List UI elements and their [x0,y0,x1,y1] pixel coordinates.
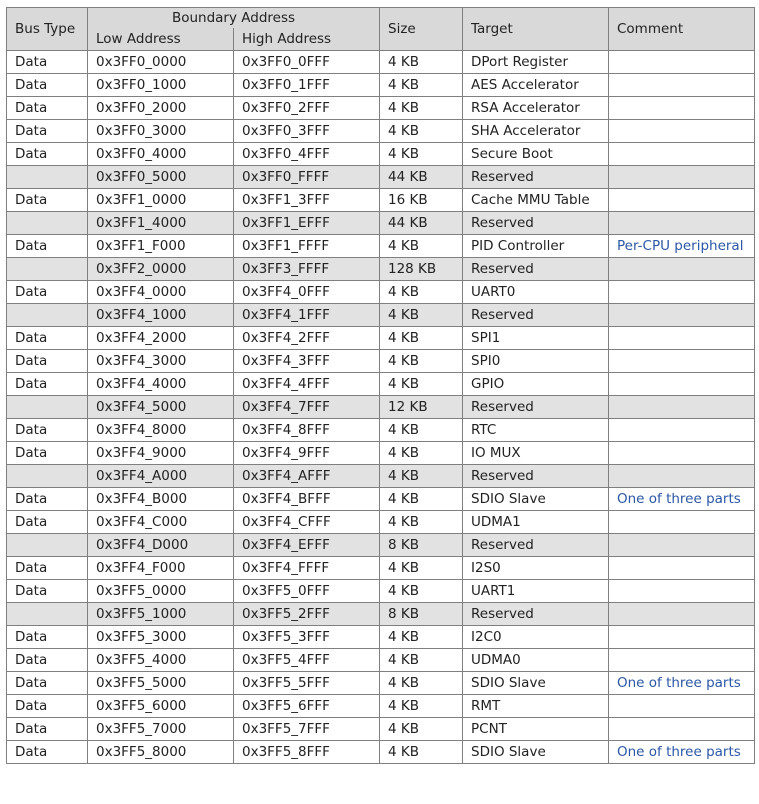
cell-comment [609,97,755,120]
cell-size: 4 KB [380,718,463,741]
table-row [7,350,755,373]
cell-high-address: 0x3FF1_EFFF [234,212,380,235]
cell-size: 4 KB [380,695,463,718]
cell-low-address: 0x3FF4_D000 [88,534,234,557]
cell-low-address: 0x3FF1_4000 [88,212,234,235]
table-row [7,442,755,465]
cell-target: SDIO Slave [463,672,609,695]
cell-high-address: 0x3FF0_1FFF [234,74,380,97]
cell-comment [609,373,755,396]
cell-comment [609,649,755,672]
cell-comment: One of three parts [609,672,755,695]
cell-target: RSA Accelerator [463,97,609,120]
cell-bus-type: Data [7,120,88,143]
cell-low-address: 0x3FF0_5000 [88,166,234,189]
cell-size: 4 KB [380,557,463,580]
cell-size: 8 KB [380,603,463,626]
cell-target: AES Accelerator [463,74,609,97]
cell-high-address: 0x3FF4_9FFF [234,442,380,465]
table-row [7,511,755,534]
cell-low-address: 0x3FF4_3000 [88,350,234,373]
cell-bus-type [7,603,88,626]
cell-comment [609,626,755,649]
cell-size: 4 KB [380,235,463,258]
cell-size: 4 KB [380,143,463,166]
cell-comment [609,74,755,97]
cell-high-address: 0x3FF1_3FFF [234,189,380,212]
cell-comment [609,281,755,304]
header-high-address: High Address [234,28,380,51]
cell-high-address: 0x3FF5_4FFF [234,649,380,672]
cell-size: 4 KB [380,488,463,511]
cell-low-address: 0x3FF0_4000 [88,143,234,166]
cell-low-address: 0x3FF4_0000 [88,281,234,304]
cell-comment [609,350,755,373]
cell-size: 12 KB [380,396,463,419]
cell-target: SDIO Slave [463,488,609,511]
cell-bus-type [7,258,88,281]
cell-size: 4 KB [380,442,463,465]
cell-bus-type: Data [7,189,88,212]
cell-bus-type: Data [7,350,88,373]
cell-bus-type: Data [7,419,88,442]
cell-high-address: 0x3FF0_3FFF [234,120,380,143]
table-row [7,718,755,741]
cell-bus-type: Data [7,143,88,166]
cell-target: I2C0 [463,626,609,649]
cell-high-address: 0x3FF4_3FFF [234,350,380,373]
cell-high-address: 0x3FF4_4FFF [234,373,380,396]
cell-comment [609,327,755,350]
cell-high-address: 0x3FF1_FFFF [234,235,380,258]
cell-comment [609,51,755,74]
cell-low-address: 0x3FF4_8000 [88,419,234,442]
cell-high-address: 0x3FF5_7FFF [234,718,380,741]
cell-target: Reserved [463,304,609,327]
cell-high-address: 0x3FF4_8FFF [234,419,380,442]
header-size: Size [380,8,463,51]
cell-size: 4 KB [380,741,463,764]
header-comment: Comment [609,8,755,51]
table-row [7,695,755,718]
table-container [6,7,755,764]
cell-comment [609,212,755,235]
cell-comment [609,419,755,442]
cell-target: IO MUX [463,442,609,465]
cell-low-address: 0x3FF0_3000 [88,120,234,143]
cell-comment [609,465,755,488]
cell-low-address: 0x3FF4_F000 [88,557,234,580]
cell-bus-type: Data [7,557,88,580]
cell-target: UDMA1 [463,511,609,534]
cell-size: 4 KB [380,580,463,603]
table-row [7,166,755,189]
cell-size: 4 KB [380,626,463,649]
cell-size: 4 KB [380,120,463,143]
table-row [7,304,755,327]
cell-high-address: 0x3FF5_8FFF [234,741,380,764]
cell-comment [609,166,755,189]
cell-bus-type [7,166,88,189]
cell-comment [609,718,755,741]
cell-bus-type: Data [7,649,88,672]
cell-comment [609,695,755,718]
cell-size: 4 KB [380,350,463,373]
table-row [7,488,755,511]
cell-high-address: 0x3FF0_2FFF [234,97,380,120]
cell-target: RTC [463,419,609,442]
cell-bus-type: Data [7,718,88,741]
cell-high-address: 0x3FF4_BFFF [234,488,380,511]
cell-high-address: 0x3FF4_EFFF [234,534,380,557]
cell-bus-type: Data [7,626,88,649]
cell-target: Cache MMU Table [463,189,609,212]
cell-comment [609,511,755,534]
cell-low-address: 0x3FF5_1000 [88,603,234,626]
table-row [7,74,755,97]
table-row [7,51,755,74]
cell-bus-type: Data [7,51,88,74]
cell-target: Reserved [463,603,609,626]
header-target: Target [463,8,609,51]
table-row [7,465,755,488]
cell-comment [609,534,755,557]
cell-bus-type: Data [7,442,88,465]
cell-bus-type: Data [7,327,88,350]
cell-comment [609,120,755,143]
cell-target: UART1 [463,580,609,603]
cell-bus-type: Data [7,97,88,120]
table-row [7,189,755,212]
cell-low-address: 0x3FF4_9000 [88,442,234,465]
cell-low-address: 0x3FF4_2000 [88,327,234,350]
cell-low-address: 0x3FF4_5000 [88,396,234,419]
cell-high-address: 0x3FF5_0FFF [234,580,380,603]
cell-low-address: 0x3FF0_0000 [88,51,234,74]
table-header [7,8,755,51]
table-row [7,235,755,258]
table-row [7,580,755,603]
cell-high-address: 0x3FF0_0FFF [234,51,380,74]
table-row [7,120,755,143]
cell-target: SHA Accelerator [463,120,609,143]
cell-size: 128 KB [380,258,463,281]
cell-target: Reserved [463,258,609,281]
table-row [7,672,755,695]
cell-target: GPIO [463,373,609,396]
cell-target: PCNT [463,718,609,741]
cell-low-address: 0x3FF4_1000 [88,304,234,327]
table-row [7,258,755,281]
cell-target: Reserved [463,534,609,557]
cell-size: 4 KB [380,51,463,74]
table-row [7,143,755,166]
cell-low-address: 0x3FF4_C000 [88,511,234,534]
cell-bus-type: Data [7,672,88,695]
cell-high-address: 0x3FF4_1FFF [234,304,380,327]
cell-target: SPI0 [463,350,609,373]
table-row [7,373,755,396]
cell-target: Reserved [463,166,609,189]
cell-size: 16 KB [380,189,463,212]
cell-low-address: 0x3FF5_6000 [88,695,234,718]
cell-high-address: 0x3FF4_FFFF [234,557,380,580]
cell-target: UDMA0 [463,649,609,672]
cell-low-address: 0x3FF5_8000 [88,741,234,764]
cell-size: 44 KB [380,212,463,235]
cell-comment [609,603,755,626]
cell-size: 8 KB [380,534,463,557]
cell-high-address: 0x3FF4_7FFF [234,396,380,419]
cell-bus-type: Data [7,373,88,396]
cell-bus-type: Data [7,235,88,258]
cell-high-address: 0x3FF5_2FFF [234,603,380,626]
table-row [7,649,755,672]
cell-comment [609,304,755,327]
cell-bus-type [7,534,88,557]
cell-bus-type: Data [7,511,88,534]
cell-low-address: 0x3FF5_4000 [88,649,234,672]
cell-comment: One of three parts [609,741,755,764]
cell-high-address: 0x3FF4_CFFF [234,511,380,534]
cell-target: Reserved [463,212,609,235]
cell-target: UART0 [463,281,609,304]
cell-target: I2S0 [463,557,609,580]
cell-low-address: 0x3FF4_A000 [88,465,234,488]
cell-target: PID Controller [463,235,609,258]
cell-low-address: 0x3FF1_F000 [88,235,234,258]
cell-comment [609,143,755,166]
header-boundary-address: Boundary Address [88,8,380,29]
cell-size: 4 KB [380,373,463,396]
cell-low-address: 0x3FF5_3000 [88,626,234,649]
cell-size: 4 KB [380,327,463,350]
cell-size: 4 KB [380,74,463,97]
table-row [7,396,755,419]
cell-high-address: 0x3FF0_4FFF [234,143,380,166]
cell-bus-type: Data [7,695,88,718]
cell-target: RMT [463,695,609,718]
cell-bus-type [7,396,88,419]
table-row [7,557,755,580]
cell-size: 4 KB [380,649,463,672]
cell-comment [609,580,755,603]
cell-target: SDIO Slave [463,741,609,764]
cell-low-address: 0x3FF4_B000 [88,488,234,511]
cell-low-address: 0x3FF5_5000 [88,672,234,695]
cell-target: DPort Register [463,51,609,74]
cell-comment [609,258,755,281]
cell-low-address: 0x3FF2_0000 [88,258,234,281]
cell-target: Secure Boot [463,143,609,166]
table-row [7,534,755,557]
cell-bus-type: Data [7,741,88,764]
cell-comment: Per-CPU peripheral [609,235,755,258]
cell-high-address: 0x3FF5_3FFF [234,626,380,649]
cell-high-address: 0x3FF0_FFFF [234,166,380,189]
cell-size: 4 KB [380,304,463,327]
cell-low-address: 0x3FF5_7000 [88,718,234,741]
table-row [7,603,755,626]
cell-low-address: 0x3FF1_0000 [88,189,234,212]
cell-comment [609,557,755,580]
cell-size: 4 KB [380,419,463,442]
cell-low-address: 0x3FF0_2000 [88,97,234,120]
cell-bus-type: Data [7,74,88,97]
cell-target: Reserved [463,465,609,488]
cell-bus-type [7,465,88,488]
peripheral-address-map-table [6,7,755,764]
cell-high-address: 0x3FF4_AFFF [234,465,380,488]
header-row-top [7,8,755,29]
cell-bus-type [7,304,88,327]
cell-size: 4 KB [380,511,463,534]
cell-high-address: 0x3FF5_5FFF [234,672,380,695]
table-row [7,212,755,235]
cell-low-address: 0x3FF5_0000 [88,580,234,603]
cell-size: 4 KB [380,97,463,120]
cell-size: 4 KB [380,465,463,488]
cell-comment: One of three parts [609,488,755,511]
cell-high-address: 0x3FF4_0FFF [234,281,380,304]
cell-high-address: 0x3FF5_6FFF [234,695,380,718]
cell-low-address: 0x3FF0_1000 [88,74,234,97]
cell-size: 4 KB [380,672,463,695]
cell-target: SPI1 [463,327,609,350]
header-bus-type: Bus Type [7,8,88,51]
cell-size: 44 KB [380,166,463,189]
cell-comment [609,442,755,465]
table-row [7,97,755,120]
cell-comment [609,396,755,419]
header-low-address: Low Address [88,28,234,51]
table-body [7,51,755,764]
cell-bus-type [7,212,88,235]
cell-bus-type: Data [7,281,88,304]
table-row [7,419,755,442]
table-row [7,281,755,304]
cell-size: 4 KB [380,281,463,304]
cell-high-address: 0x3FF3_FFFF [234,258,380,281]
table-row [7,626,755,649]
cell-bus-type: Data [7,580,88,603]
cell-bus-type: Data [7,488,88,511]
cell-comment [609,189,755,212]
table-row [7,741,755,764]
cell-low-address: 0x3FF4_4000 [88,373,234,396]
cell-high-address: 0x3FF4_2FFF [234,327,380,350]
table-row [7,327,755,350]
cell-target: Reserved [463,396,609,419]
